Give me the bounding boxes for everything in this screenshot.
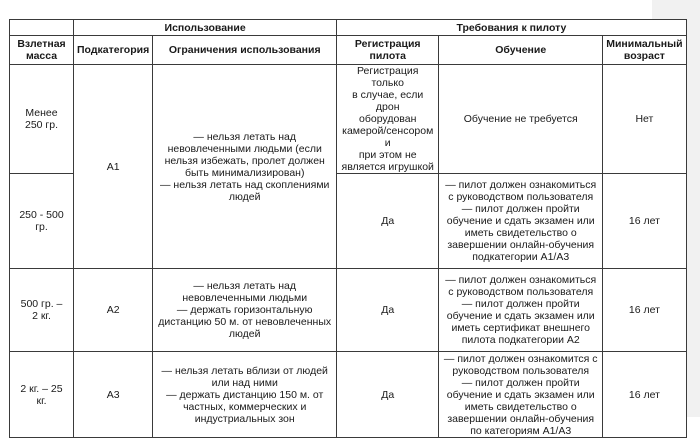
cell-registration: Да xyxy=(337,352,439,438)
cell-registration: Да xyxy=(337,174,439,269)
cell-registration: Регистрация только в случае, если дрон оборудован камерой/сенсором и при этом не является игрушкой xyxy=(337,65,439,174)
cell-training: — пилот должен ознакомится с руководством пользователя — пилот должен пройти обучение и сдать экзамен или иметь свидетельство о завершении онлайн-обучения по категориям А1/А3 xyxy=(439,352,603,438)
cell-min-age: 16 лет xyxy=(603,174,686,269)
column-header-mass: Взлетная масса xyxy=(10,36,74,65)
cell-subcategory: А3 xyxy=(74,352,153,438)
cell-mass: 2 кг. – 25 кг. xyxy=(10,352,74,438)
drone-category-table xyxy=(9,19,687,438)
cell-restrictions: — нельзя летать над невовлеченными людьми — держать горизонтальную дистанцию 50 м. от невовлеченных людей xyxy=(153,269,337,352)
group-header-row xyxy=(10,20,687,36)
cell-min-age: Нет xyxy=(603,65,686,174)
cell-mass: 250 - 500 гр. xyxy=(10,174,74,269)
cell-registration: Да xyxy=(337,269,439,352)
cell-min-age: 16 лет xyxy=(603,269,686,352)
group-header-pilot-requirements: Требования к пилоту xyxy=(337,20,686,36)
table-row xyxy=(10,352,687,438)
column-header-registration: Регистрация пилота xyxy=(337,36,439,65)
cell-subcategory-a1: А1 xyxy=(74,65,153,269)
cell-mass: 500 гр. – 2 кг. xyxy=(10,269,74,352)
cell-restrictions-a1: — нельзя летать над невовлеченными людьми (если нельзя избежать, пролет должен быть минимализирован) — нельзя летать над скоплениями людей xyxy=(153,65,337,269)
cell-training: Обучение не требуется xyxy=(439,65,603,174)
cell-restrictions: — нельзя летать вблизи от людей или над ними — держать дистанцию 150 м. от частных, коммерческих и индустриальных зон xyxy=(153,352,337,438)
column-header-training: Обучение xyxy=(439,36,603,65)
group-header-spacer xyxy=(10,20,74,36)
column-header-restrictions: Ограничения использования xyxy=(153,36,337,65)
group-header-usage: Использование xyxy=(74,20,337,36)
cell-subcategory: А2 xyxy=(74,269,153,352)
column-header-row xyxy=(10,36,687,65)
cell-mass: Менее 250 гр. xyxy=(10,65,74,174)
table-row xyxy=(10,65,687,174)
cell-min-age: 16 лет xyxy=(603,352,686,438)
cell-training: — пилот должен ознакомиться с руководством пользователя — пилот должен пройти обучение и сдать экзамен или иметь сертификат внешнего пилота подкатегории А2 xyxy=(439,269,603,352)
table-row xyxy=(10,269,687,352)
cell-training: — пилот должен ознакомиться с руководством пользователя — пилот должен пройти обучение и сдать экзамен или иметь свидетельство о завершении онлайн-обучения подкатегории А1/А3 xyxy=(439,174,603,269)
column-header-min-age: Минимальный возраст xyxy=(603,36,686,65)
column-header-subcategory: Подкатегория xyxy=(74,36,153,65)
